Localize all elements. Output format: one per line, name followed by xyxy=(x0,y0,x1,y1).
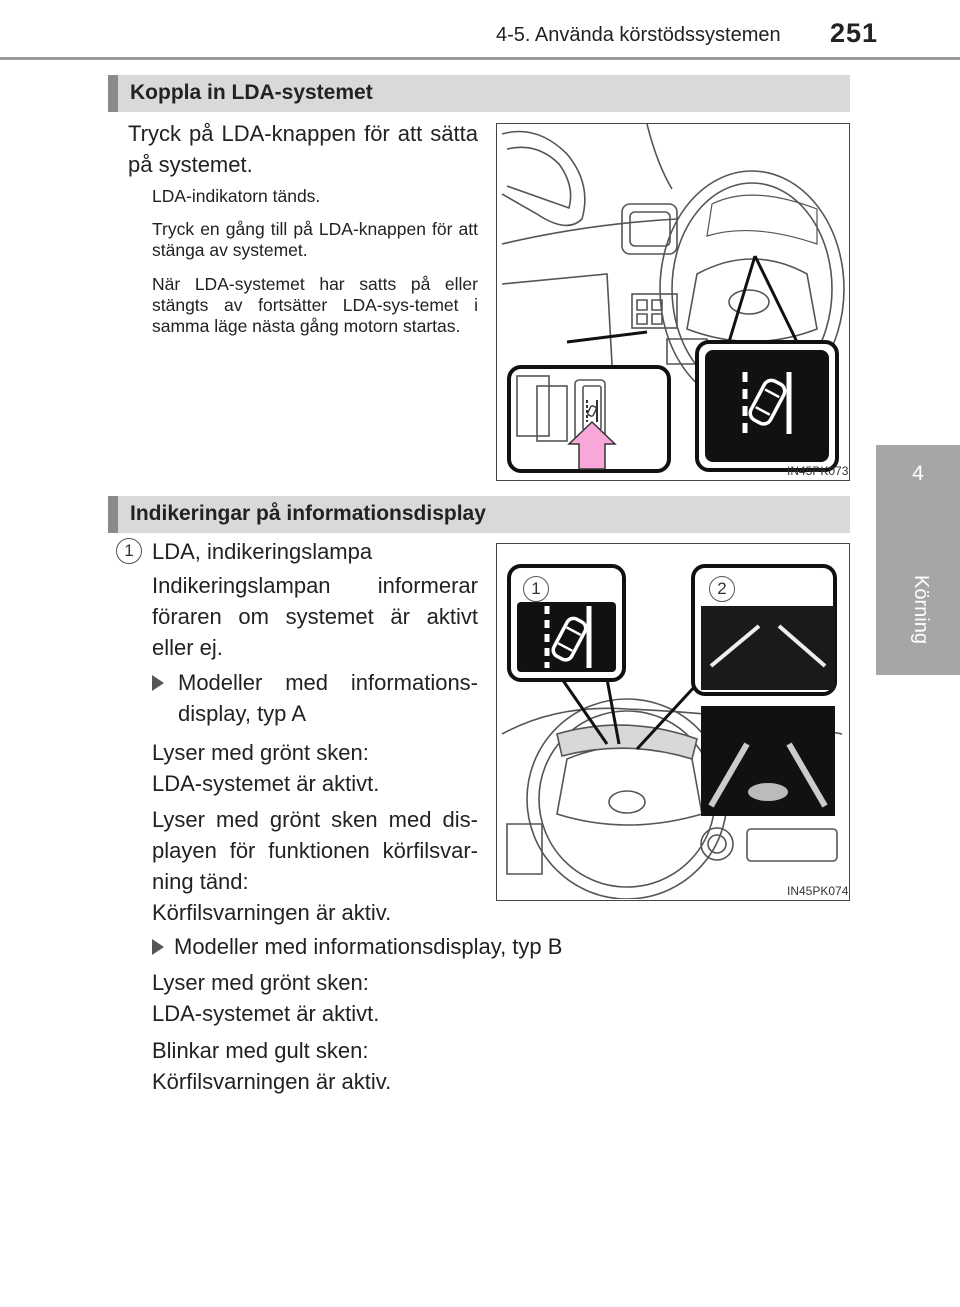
item-title: LDA, indikeringslampa xyxy=(152,539,373,564)
type-a-warning-active: Körfilsvarningen är aktiv. xyxy=(152,900,392,925)
note-press-again: Tryck en gång till på LDA-knappen för att stänga av systemet. xyxy=(152,219,478,260)
note-indicator-lights: LDA-indikatorn tänds. xyxy=(152,186,321,206)
type-a-heading: Modeller med informations-display, typ A xyxy=(152,667,482,698)
figure-code: IN45PK074 xyxy=(787,884,849,898)
callout-badge-1: 1 xyxy=(523,576,549,602)
type-a-green: Lyser med grönt sken: LDA-systemet är aktivt. xyxy=(152,740,380,796)
side-tab-number: 4 xyxy=(912,462,924,485)
chapter-title: 4-5. Använda körstödssystemen xyxy=(496,24,781,46)
type-b-green: Lyser med grönt sken: LDA-systemet är aktivt. xyxy=(152,970,380,1026)
type-b-heading: Modeller med informationsdisplay, typ B xyxy=(152,931,752,962)
page-number: 251 xyxy=(830,18,879,48)
dashboard-illustration xyxy=(497,124,848,479)
cluster-illustration xyxy=(497,544,848,899)
intro-paragraph: Tryck på LDA-knappen för att sätta på systemet. xyxy=(128,121,478,177)
side-tab-label: Körning xyxy=(910,575,932,644)
item-description: Indikeringslampan informerar föraren om systemet är aktivt eller ej. xyxy=(152,573,478,660)
figure-lda-button xyxy=(496,123,850,481)
type-b-yellow: Blinkar med gult sken: Körfilsvarningen är aktiv. xyxy=(152,1038,392,1094)
section-heading-koppla-in xyxy=(108,75,850,112)
bullet-arrow-icon xyxy=(152,675,164,691)
section-heading-indikeringar xyxy=(108,496,850,533)
callout-badge-2: 2 xyxy=(709,576,735,602)
bullet-arrow-icon xyxy=(152,939,164,955)
section-title: Koppla in LDA-systemet xyxy=(130,81,373,104)
figure-code: IN45PK073 xyxy=(787,464,849,478)
type-a-green-display: Lyser med grönt sken med dis-playen för funktionen körfilsvar-ning tänd: xyxy=(152,807,478,894)
figure-info-display xyxy=(496,543,850,901)
item-number-badge: 1 xyxy=(116,538,142,564)
note-same-state: När LDA-systemet har satts på eller stängts av fortsätter LDA-sys-temet i samma läge nästa gång motorn startas. xyxy=(152,274,478,336)
section-title: Indikeringar på informationsdisplay xyxy=(130,502,486,525)
header-rule xyxy=(0,57,960,60)
